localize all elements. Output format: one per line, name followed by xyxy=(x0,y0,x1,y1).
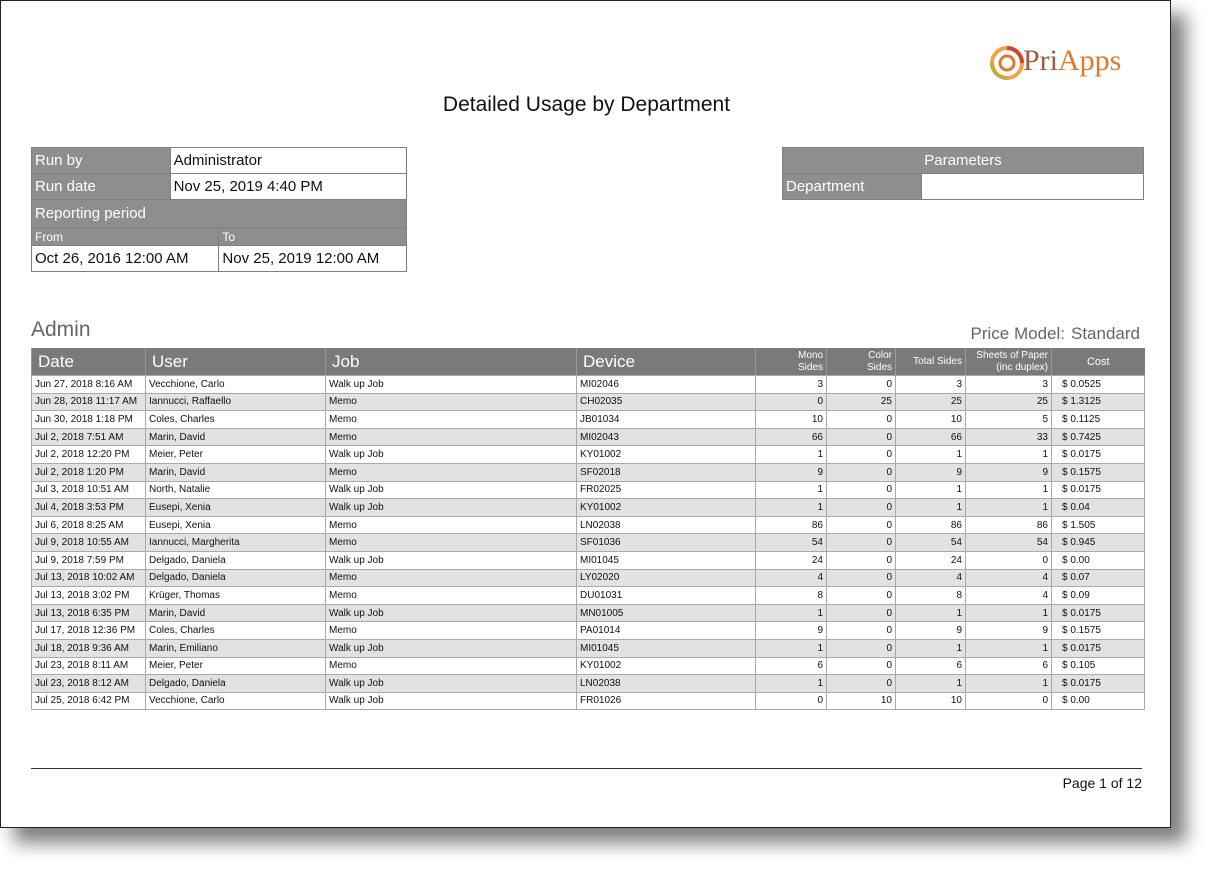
footer-rule xyxy=(31,768,1142,769)
cell-date: Jul 23, 2018 8:12 AM xyxy=(32,675,146,693)
cell-date: Jun 30, 2018 1:18 PM xyxy=(32,411,146,429)
cell-device: FR01026 xyxy=(577,692,756,710)
to-label: To xyxy=(219,228,407,246)
cell-total-sides: 66 xyxy=(896,428,966,446)
department-label: Department xyxy=(783,174,922,200)
cell-total-sides: 9 xyxy=(896,622,966,640)
cell-date: Jul 13, 2018 6:35 PM xyxy=(32,604,146,622)
cell-cost: $ 0.105 xyxy=(1052,657,1145,675)
cell-total-sides: 3 xyxy=(896,376,966,394)
cell-user: Coles, Charles xyxy=(146,411,326,429)
cell-job: Walk up Job xyxy=(326,551,577,569)
table-row xyxy=(32,499,1145,517)
run-date-value: Nov 25, 2019 4:40 PM xyxy=(170,174,406,200)
cell-job: Walk up Job xyxy=(326,675,577,693)
col-sheets-line2: (inc duplex) xyxy=(996,361,1048,373)
cell-date: Jul 23, 2018 8:11 AM xyxy=(32,657,146,675)
cell-mono-sides: 0 xyxy=(756,692,827,710)
cell-mono-sides: 3 xyxy=(756,376,827,394)
cell-user: Iannucci, Margherita xyxy=(146,534,326,552)
cell-job: Memo xyxy=(326,657,577,675)
cell-total-sides: 1 xyxy=(896,604,966,622)
cell-color-sides: 0 xyxy=(827,499,896,517)
cell-color-sides: 0 xyxy=(827,534,896,552)
cell-color-sides: 0 xyxy=(827,622,896,640)
logo-text-apps: Apps xyxy=(1058,44,1122,77)
table-row xyxy=(32,393,1145,411)
col-total-sides: Total Sides xyxy=(896,348,966,376)
cell-date: Jul 4, 2018 3:53 PM xyxy=(32,499,146,517)
run-by-label: Run by xyxy=(32,148,171,174)
cell-total-sides: 1 xyxy=(896,446,966,464)
cell-mono-sides: 24 xyxy=(756,551,827,569)
cell-device: SF02018 xyxy=(577,463,756,481)
cell-cost: $ 0.09 xyxy=(1052,587,1145,605)
col-mono-sides xyxy=(756,348,827,376)
cell-user: North, Natalie xyxy=(146,481,326,499)
cell-cost: $ 1.505 xyxy=(1052,516,1145,534)
cell-cost: $ 0.00 xyxy=(1052,551,1145,569)
cell-date: Jun 28, 2018 11:17 AM xyxy=(32,393,146,411)
col-job: Job xyxy=(326,348,577,376)
cell-sheets: 54 xyxy=(966,534,1052,552)
cell-date: Jul 3, 2018 10:51 AM xyxy=(32,481,146,499)
cell-device: KY01002 xyxy=(577,499,756,517)
cell-mono-sides: 66 xyxy=(756,428,827,446)
cell-device: MN01005 xyxy=(577,604,756,622)
logo-text-pri: Pri xyxy=(1023,44,1059,77)
cell-cost: $ 0.0175 xyxy=(1052,446,1145,464)
cell-date: Jul 2, 2018 12:20 PM xyxy=(32,446,146,464)
cell-date: Jun 27, 2018 8:16 AM xyxy=(32,376,146,394)
cell-user: Meier, Peter xyxy=(146,446,326,464)
cell-device: MI02046 xyxy=(577,376,756,394)
cell-sheets: 86 xyxy=(966,516,1052,534)
cell-color-sides: 0 xyxy=(827,481,896,499)
table-header-row xyxy=(32,348,1145,376)
cell-job: Walk up Job xyxy=(326,376,577,394)
run-by-value: Administrator xyxy=(170,148,406,174)
col-sheets xyxy=(966,348,1052,376)
cell-mono-sides: 4 xyxy=(756,569,827,587)
cell-device: MI02043 xyxy=(577,428,756,446)
priapps-logo xyxy=(989,41,1149,85)
section-title: Admin xyxy=(31,318,91,341)
cell-sheets: 4 xyxy=(966,569,1052,587)
cell-mono-sides: 8 xyxy=(756,587,827,605)
cell-device: LN02038 xyxy=(577,516,756,534)
col-sheets-line1: Sheets of Paper xyxy=(976,349,1048,361)
cell-total-sides: 8 xyxy=(896,587,966,605)
cell-mono-sides: 0 xyxy=(756,393,827,411)
col-color-sides-line1: Color xyxy=(868,349,892,361)
cell-cost: $ 0.1125 xyxy=(1052,411,1145,429)
cell-device: KY01002 xyxy=(577,446,756,464)
cell-color-sides: 0 xyxy=(827,446,896,464)
price-model-value: Standard xyxy=(1071,324,1140,343)
cell-cost: $ 1.3125 xyxy=(1052,393,1145,411)
cell-cost: $ 0.1575 xyxy=(1052,622,1145,640)
cell-color-sides: 0 xyxy=(827,569,896,587)
table-row xyxy=(32,551,1145,569)
cell-user: Delgado, Daniela xyxy=(146,569,326,587)
cell-color-sides: 0 xyxy=(827,376,896,394)
from-value: Oct 26, 2016 12:00 AM xyxy=(32,246,219,272)
cell-cost: $ 0.00 xyxy=(1052,692,1145,710)
cell-date: Jul 13, 2018 10:02 AM xyxy=(32,569,146,587)
cell-total-sides: 1 xyxy=(896,675,966,693)
run-info-box xyxy=(31,147,407,272)
cell-date: Jul 2, 2018 7:51 AM xyxy=(32,428,146,446)
cell-device: KY01002 xyxy=(577,657,756,675)
report-title: Detailed Usage by Department xyxy=(442,93,731,116)
cell-job: Memo xyxy=(326,463,577,481)
cell-date: Jul 6, 2018 8:25 AM xyxy=(32,516,146,534)
table-row xyxy=(32,675,1145,693)
cell-user: Vecchione, Carlo xyxy=(146,692,326,710)
cell-mono-sides: 1 xyxy=(756,675,827,693)
cell-sheets: 9 xyxy=(966,622,1052,640)
cell-user: Marin, Emiliano xyxy=(146,639,326,657)
cell-device: SF01036 xyxy=(577,534,756,552)
cell-sheets: 9 xyxy=(966,463,1052,481)
parameters-header: Parameters xyxy=(783,148,1144,174)
cell-sheets: 25 xyxy=(966,393,1052,411)
cell-color-sides: 0 xyxy=(827,587,896,605)
cell-sheets: 0 xyxy=(966,551,1052,569)
cell-cost: $ 0.0525 xyxy=(1052,376,1145,394)
cell-user: Meier, Peter xyxy=(146,657,326,675)
cell-total-sides: 24 xyxy=(896,551,966,569)
col-cost: Cost xyxy=(1052,348,1145,376)
cell-color-sides: 0 xyxy=(827,604,896,622)
col-device: Device xyxy=(577,348,756,376)
cell-date: Jul 25, 2018 6:42 PM xyxy=(32,692,146,710)
cell-device: LN02038 xyxy=(577,675,756,693)
cell-color-sides: 0 xyxy=(827,657,896,675)
cell-job: Memo xyxy=(326,393,577,411)
cell-sheets: 1 xyxy=(966,639,1052,657)
cell-total-sides: 86 xyxy=(896,516,966,534)
usage-table xyxy=(31,348,1145,710)
cell-mono-sides: 10 xyxy=(756,411,827,429)
col-color-sides-line2: Sides xyxy=(866,361,892,373)
col-mono-sides-line2: Sides xyxy=(797,361,823,373)
cell-sheets: 4 xyxy=(966,587,1052,605)
cell-user: Krüger, Thomas xyxy=(146,587,326,605)
cell-cost: $ 0.0175 xyxy=(1052,481,1145,499)
cell-color-sides: 0 xyxy=(827,428,896,446)
cell-user: Iannucci, Raffaello xyxy=(146,393,326,411)
cell-user: Delgado, Daniela xyxy=(146,675,326,693)
cell-sheets: 5 xyxy=(966,411,1052,429)
cell-total-sides: 25 xyxy=(896,393,966,411)
table-row xyxy=(32,639,1145,657)
logo-text xyxy=(1023,45,1121,77)
parameters-box xyxy=(782,147,1144,200)
cell-sheets: 33 xyxy=(966,428,1052,446)
cell-sheets: 6 xyxy=(966,657,1052,675)
cell-sheets: 3 xyxy=(966,376,1052,394)
table-row xyxy=(32,604,1145,622)
cell-cost: $ 0.0175 xyxy=(1052,675,1145,693)
cell-device: JB01034 xyxy=(577,411,756,429)
cell-total-sides: 54 xyxy=(896,534,966,552)
cell-total-sides: 1 xyxy=(896,499,966,517)
swirl-logo-icon xyxy=(989,45,1025,81)
cell-date: Jul 9, 2018 10:55 AM xyxy=(32,534,146,552)
table-row xyxy=(32,534,1145,552)
cell-user: Eusepi, Xenia xyxy=(146,516,326,534)
cell-date: Jul 18, 2018 9:36 AM xyxy=(32,639,146,657)
cell-mono-sides: 86 xyxy=(756,516,827,534)
cell-total-sides: 4 xyxy=(896,569,966,587)
cell-sheets: 1 xyxy=(966,675,1052,693)
cell-color-sides: 10 xyxy=(827,692,896,710)
cell-sheets: 0 xyxy=(966,692,1052,710)
cell-device: MI01045 xyxy=(577,551,756,569)
cell-date: Jul 2, 2018 1:20 PM xyxy=(32,463,146,481)
cell-job: Walk up Job xyxy=(326,692,577,710)
cell-job: Memo xyxy=(326,587,577,605)
col-mono-sides-line1: Mono xyxy=(797,349,823,361)
cell-user: Delgado, Daniela xyxy=(146,551,326,569)
cell-device: MI01045 xyxy=(577,639,756,657)
from-label: From xyxy=(32,228,219,246)
table-row xyxy=(32,481,1145,499)
cell-cost: $ 0.1575 xyxy=(1052,463,1145,481)
cell-user: Marin, David xyxy=(146,604,326,622)
cell-job: Walk up Job xyxy=(326,639,577,657)
cell-cost: $ 0.945 xyxy=(1052,534,1145,552)
cell-job: Walk up Job xyxy=(326,481,577,499)
cell-job: Walk up Job xyxy=(326,499,577,517)
cell-color-sides: 25 xyxy=(827,393,896,411)
table-row xyxy=(32,428,1145,446)
cell-mono-sides: 54 xyxy=(756,534,827,552)
cell-total-sides: 6 xyxy=(896,657,966,675)
price-model-label: Price Model: xyxy=(970,324,1065,343)
cell-sheets: 1 xyxy=(966,499,1052,517)
cell-job: Walk up Job xyxy=(326,604,577,622)
price-model xyxy=(965,324,1140,344)
page-number: Page 1 of 12 xyxy=(1062,775,1142,791)
cell-user: Vecchione, Carlo xyxy=(146,376,326,394)
cell-job: Memo xyxy=(326,569,577,587)
cell-total-sides: 9 xyxy=(896,463,966,481)
cell-cost: $ 0.04 xyxy=(1052,499,1145,517)
cell-device: CH02035 xyxy=(577,393,756,411)
cell-color-sides: 0 xyxy=(827,411,896,429)
cell-cost: $ 0.07 xyxy=(1052,569,1145,587)
cell-mono-sides: 1 xyxy=(756,604,827,622)
cell-color-sides: 0 xyxy=(827,516,896,534)
cell-job: Memo xyxy=(326,516,577,534)
col-date: Date xyxy=(32,348,146,376)
cell-user: Coles, Charles xyxy=(146,622,326,640)
cell-cost: $ 0.0175 xyxy=(1052,604,1145,622)
cell-total-sides: 10 xyxy=(896,411,966,429)
to-value: Nov 25, 2019 12:00 AM xyxy=(219,246,407,272)
cell-sheets: 1 xyxy=(966,481,1052,499)
cell-job: Memo xyxy=(326,622,577,640)
cell-mono-sides: 9 xyxy=(756,463,827,481)
cell-device: LY02020 xyxy=(577,569,756,587)
col-user: User xyxy=(146,348,326,376)
cell-sheets: 1 xyxy=(966,446,1052,464)
cell-mono-sides: 1 xyxy=(756,446,827,464)
table-row xyxy=(32,411,1145,429)
cell-total-sides: 1 xyxy=(896,481,966,499)
cell-job: Memo xyxy=(326,534,577,552)
cell-device: DU01031 xyxy=(577,587,756,605)
cell-user: Marin, David xyxy=(146,428,326,446)
cell-job: Walk up Job xyxy=(326,446,577,464)
cell-user: Eusepi, Xenia xyxy=(146,499,326,517)
table-row xyxy=(32,376,1145,394)
table-body xyxy=(32,376,1145,710)
cell-mono-sides: 1 xyxy=(756,481,827,499)
cell-color-sides: 0 xyxy=(827,463,896,481)
cell-total-sides: 1 xyxy=(896,639,966,657)
cell-mono-sides: 6 xyxy=(756,657,827,675)
reporting-period-label: Reporting period xyxy=(32,200,407,228)
cell-device: FR02025 xyxy=(577,481,756,499)
cell-sheets: 1 xyxy=(966,604,1052,622)
table-row xyxy=(32,587,1145,605)
department-value xyxy=(921,174,1143,200)
table-row xyxy=(32,622,1145,640)
cell-color-sides: 0 xyxy=(827,639,896,657)
table-row xyxy=(32,516,1145,534)
cell-cost: $ 0.7425 xyxy=(1052,428,1145,446)
table-row xyxy=(32,657,1145,675)
cell-date: Jul 17, 2018 12:36 PM xyxy=(32,622,146,640)
cell-color-sides: 0 xyxy=(827,551,896,569)
cell-device: PA01014 xyxy=(577,622,756,640)
table-row xyxy=(32,463,1145,481)
cell-job: Memo xyxy=(326,411,577,429)
cell-date: Jul 9, 2018 7:59 PM xyxy=(32,551,146,569)
cell-mono-sides: 1 xyxy=(756,499,827,517)
cell-total-sides: 10 xyxy=(896,692,966,710)
col-color-sides xyxy=(827,348,896,376)
cell-job: Memo xyxy=(326,428,577,446)
cell-cost: $ 0.0175 xyxy=(1052,639,1145,657)
cell-mono-sides: 1 xyxy=(756,639,827,657)
table-row xyxy=(32,446,1145,464)
cell-date: Jul 13, 2018 3:02 PM xyxy=(32,587,146,605)
cell-mono-sides: 9 xyxy=(756,622,827,640)
table-row xyxy=(32,692,1145,710)
cell-color-sides: 0 xyxy=(827,675,896,693)
cell-user: Marin, David xyxy=(146,463,326,481)
run-date-label: Run date xyxy=(32,174,171,200)
table-row xyxy=(32,569,1145,587)
